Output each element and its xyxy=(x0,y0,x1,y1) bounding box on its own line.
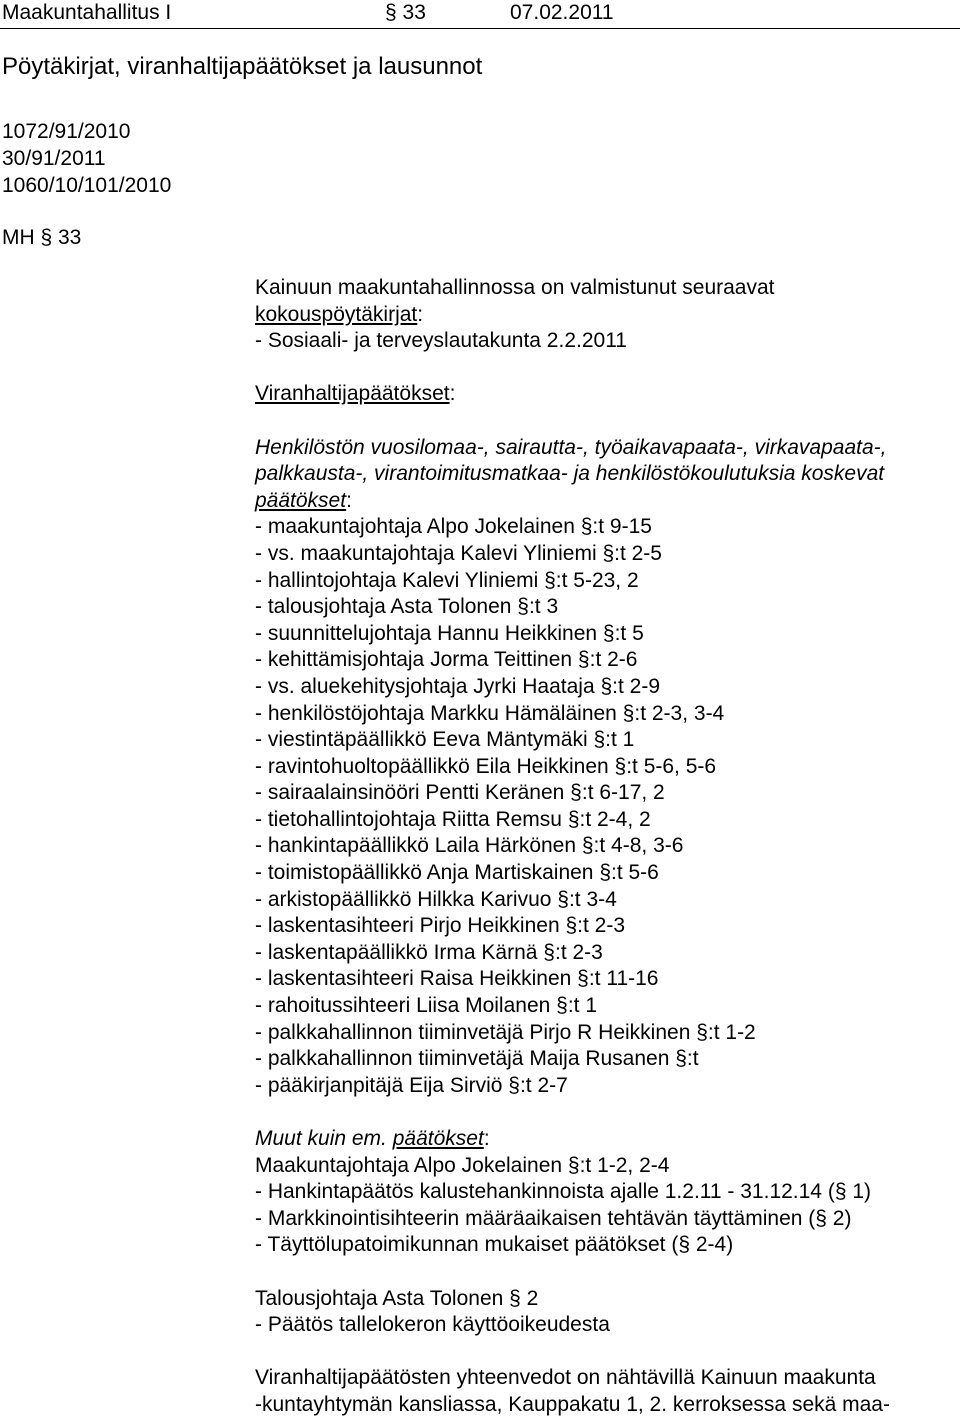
decisions-description: palkkausta-, virantoimitusmatkaa- ja henkilöstökoulutuksia koskevat xyxy=(255,462,885,486)
list-item: - toimistopäällikkö Anja Martiskainen §:t 5-6 xyxy=(255,861,659,885)
list-item: - vs. aluekehitysjohtaja Jyrki Haataja §:t 2-9 xyxy=(255,674,661,698)
list-item: - palkkahallinnon tiiminvetäjä Pirjo R Heikkinen §:t 1-2 xyxy=(255,1020,756,1044)
list-item: - arkistopäällikkö Hilkka Karivuo §:t 3-4 xyxy=(255,887,617,911)
reference-number: 30/91/2011 xyxy=(2,147,106,170)
intro-line: kokouspöytäkirjat: xyxy=(255,302,424,326)
page-header xyxy=(0,0,960,30)
list-item: - laskentasihteeri Pirjo Heikkinen §:t 2-3 xyxy=(255,914,626,938)
closing-line: -kuntayhtymän kansliassa, Kauppakatu 1, 2. kerroksessa sekä maa- xyxy=(255,1392,890,1416)
list-item: - talousjohtaja Asta Tolonen §:t 3 xyxy=(255,595,559,619)
list-item: - hankintapäällikkö Laila Härkönen §:t 4-8, 3-6 xyxy=(255,834,684,858)
list-item: - hallintojohtaja Kalevi Yliniemi §:t 5-23, 2 xyxy=(255,568,639,592)
closing-line: Viranhaltijapäätösten yhteenvedot on nähtävillä Kainuun maakunta xyxy=(255,1366,876,1390)
list-item: - pääkirjanpitäjä Eija Sirviö §:t 2-7 xyxy=(255,1073,568,1097)
finance-decision-line: - Päätös tallelokeron käyttöoikeudesta xyxy=(255,1313,610,1337)
minutes-label: kokouspöytäkirjat xyxy=(255,302,418,326)
list-item: - maakuntajohtaja Alpo Jokelainen §:t 9-15 xyxy=(255,515,652,539)
list-item: - viestintäpäällikkö Eeva Mäntymäki §:t 1 xyxy=(255,728,635,752)
officer-list xyxy=(255,514,955,1099)
list-item: - palkkahallinnon tiiminvetäjä Maija Rusanen §:t xyxy=(255,1047,699,1071)
page-title: Pöytäkirjat, viranhaltijapäätökset ja lausunnot xyxy=(2,53,483,80)
other-decision-line: - Markkinointisihteerin määräaikaisen tehtävän täyttäminen (§ 2) xyxy=(255,1206,852,1230)
list-item: - henkilöstöjohtaja Markku Hämäläinen §:t 2-3, 3-4 xyxy=(255,701,725,725)
officer-decisions-heading: Viranhaltijapäätökset: xyxy=(255,382,456,406)
document-body xyxy=(255,275,955,1419)
header-section: § 33 xyxy=(385,1,426,24)
list-item: - kehittämisjohtaja Jorma Teittinen §:t 2-6 xyxy=(255,648,638,672)
other-decision-line: Maakuntajohtaja Alpo Jokelainen §:t 1-2, 2-4 xyxy=(255,1153,670,1177)
header-date: 07.02.2011 xyxy=(510,1,614,24)
decisions-description: Henkilöstön vuosilomaa-, sairautta-, työaikavapaata-, virkavapaata-, xyxy=(255,435,887,459)
other-decision-line: - Täyttölupatoimikunnan mukaiset päätökset (§ 2-4) xyxy=(255,1233,734,1257)
list-item: - laskentasihteeri Raisa Heikkinen §:t 11-16 xyxy=(255,967,659,991)
intro-line: - Sosiaali- ja terveyslautakunta 2.2.2011 xyxy=(255,329,627,353)
header-divider xyxy=(0,28,960,29)
header-body-name: Maakuntahallitus I xyxy=(2,1,172,24)
reference-number: 1060/10/101/2010 xyxy=(2,174,172,197)
list-item: - tietohallintojohtaja Riitta Remsu §:t 2-4, 2 xyxy=(255,807,651,831)
intro-line: Kainuun maakuntahallinnossa on valmistunut seuraavat xyxy=(255,276,775,299)
list-item: - sairaalainsinööri Pentti Keränen §:t 6-17, 2 xyxy=(255,781,665,805)
finance-decision-line: Talousjohtaja Asta Tolonen § 2 xyxy=(255,1286,539,1310)
other-decision-line: - Hankintapäätös kalustehankinnoista ajalle 1.2.11 - 31.12.14 (§ 1) xyxy=(255,1180,872,1204)
decisions-description: päätökset: xyxy=(255,488,352,512)
list-item: - laskentapäällikkö Irma Kärnä §:t 2-3 xyxy=(255,940,603,964)
reference-number: 1072/91/2010 xyxy=(2,120,131,143)
other-decisions-heading: Muut kuin em. päätökset: xyxy=(255,1127,490,1150)
list-item: - suunnittelujohtaja Hannu Heikkinen §:t 5 xyxy=(255,621,644,645)
list-item: - ravintohuoltopäällikkö Eila Heikkinen §:t 5-6, 5-6 xyxy=(255,754,717,778)
list-item: - rahoitussihteeri Liisa Moilanen §:t 1 xyxy=(255,994,598,1018)
reference-numbers xyxy=(2,118,171,199)
section-mark: MH § 33 xyxy=(2,226,82,249)
list-item: - vs. maakuntajohtaja Kalevi Yliniemi §:t 2-5 xyxy=(255,541,662,565)
